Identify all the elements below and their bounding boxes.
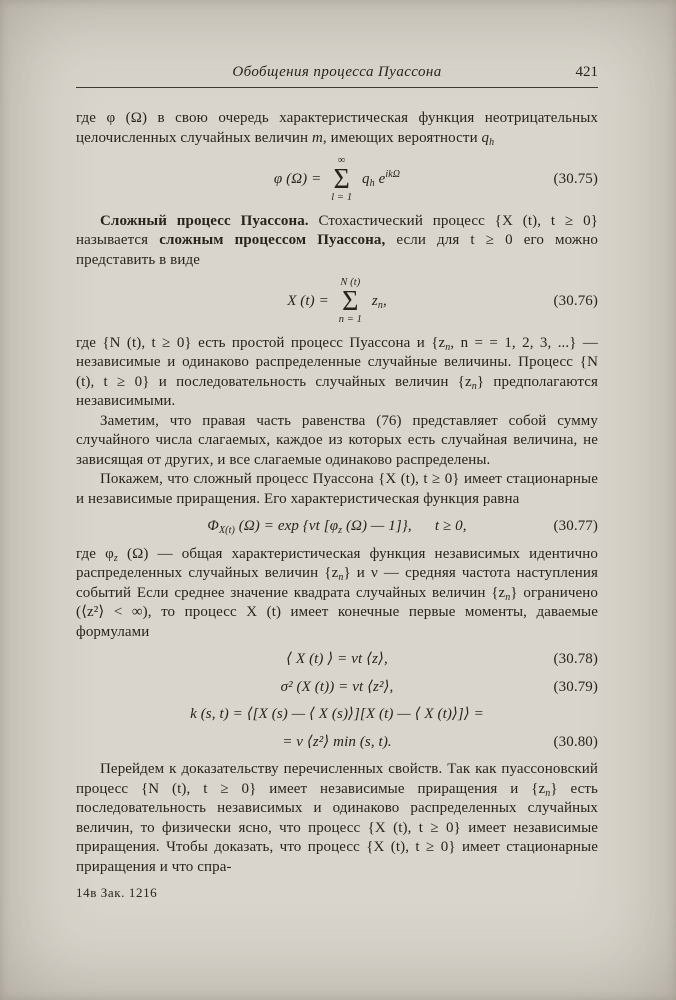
equation-body [286,650,388,670]
text-segment: } и ν — средняя частота наступления событий Если среднее значение квадрата случайных величин {z [76,565,599,601]
text-segment: t ≥ 0, [434,518,467,535]
paragraph [76,760,598,877]
page-header [76,64,598,81]
text-segment: k (s, t) = ⟨[X (s) — ⟨ X (s)⟩][X (t) — ⟨ X (t)⟩]⟩ = [190,706,484,723]
text-segment: e [374,171,386,188]
equation-row [76,278,598,326]
paragraph [76,545,598,643]
equation-row [76,650,598,670]
text-segment: , [382,293,387,310]
text-segment: сложным процессом Пуассона, [159,232,386,249]
text-segment: где φ [76,545,114,562]
sum-limit: n = 1 [338,314,363,326]
paragraph [76,470,598,509]
sum-limit: ∞ [337,155,346,166]
text-segment: (Ω) = exp {νt [φ [234,518,339,535]
equation-body [287,278,387,326]
text-segment: n [377,300,383,312]
equation-body [190,705,484,725]
page-content [76,109,598,877]
equation-body [207,517,466,537]
text-segment: ⟨ X (t) ⟩ = νt ⟨z⟩, [286,651,388,668]
text-segment: Покажем, что сложный процесс Пуассона {X (t), t ≥ 0} имеет стационарные и независимые приращения. Его характеристическая функция равна [76,471,598,507]
text-segment: X (t) = [287,293,333,310]
equation-row [76,733,598,753]
text-segment: h [369,178,375,190]
text-segment: если для t ≥ 0 его можно представить в виде [76,232,598,268]
sum-limit: N (t) [340,277,361,289]
page-number: 421 [575,64,598,80]
equation-body [282,733,392,753]
text-segment: X(t) [218,525,235,537]
text-segment: φ (Ω) = [273,171,326,188]
text-segment: } предполагаются независимыми. [76,373,598,410]
equation-number: (30.76) [553,293,598,310]
sigma-glyph: Σ [342,285,359,317]
text-segment: , n = = 1, 2, 3, ...} — независимые и одинаково распределенные случайные величины. Процесс {N (t), t ≥ 0} и последовательность случайных величин {z [76,334,598,390]
text-segment: z [113,552,118,564]
text-segment: q [481,129,490,146]
header-rule [76,87,598,88]
equation-number: (30.77) [553,518,598,535]
summation-symbol [339,278,362,326]
text-segment: Φ [207,518,219,535]
paragraph [76,334,598,412]
text-segment: = ν ⟨z²⟩ min (s, t). [282,733,392,750]
printers-mark: 14в Зак. 1216 [76,885,158,901]
running-head: Обобщения процесса Пуассона [232,64,442,80]
equation-number: (30.79) [553,678,598,695]
equation-row [76,156,598,204]
text-segment: Заметим, что правая часть равенства (76) представляет собой сумму случайного числа слагаемых, каждое из которых есть случайная величина, не зависящая от других, и все слагаемые одинаково распределены. [76,412,598,468]
text-segment: n [505,591,511,603]
text-segment: где {N (t), t ≥ 0} есть простой процесс Пуассона и {z [76,334,446,351]
text-segment: , имеющих вероятности [322,129,482,146]
text-segment: m [311,129,323,146]
text-segment: где φ (Ω) в свою очередь характеристическая функция неотрицательных целочисленных случайных величин [76,110,598,146]
summation-symbol [331,156,352,204]
equation-body [281,678,394,698]
text-segment: } ограничено (⟨z²⟩ < ∞), то процесс X (t) имеет конечные первые моменты, даваемые формулами [76,584,599,640]
equation-body [274,156,400,204]
text-segment: n [338,572,344,584]
text-segment: Перейдем к доказательству перечисленных свойств. Так как пуассоновский процесс {N (t), t ≥ 0} имеет независимые приращения и {z [76,761,598,797]
text-segment: n [471,380,477,392]
text-segment: Стохастический процесс {X (t), t ≥ 0} называется [76,212,598,249]
text-segment: n [445,341,451,353]
text-segment: } есть последовательность независимых и одинаково распределенных случайных величин, то физически ясно, что процесс {X (t), t ≥ 0} имеет независимые приращения. Чтобы доказать, что процесс {X (t), t ≥ 0} имеет стационарные приращения и что спра- [76,780,599,875]
text-segment [412,518,435,534]
equation-row [76,678,598,698]
sum-limit: l = 1 [331,192,353,204]
equation-row [76,705,598,725]
text-segment: q [358,171,370,188]
sigma-glyph: Σ [333,163,350,195]
text-segment: (Ω) — 1]}, [342,518,412,535]
text-segment: n [545,787,551,799]
paragraph [76,109,598,148]
equation-number: (30.80) [553,733,598,750]
text-segment: z [368,293,378,310]
text-segment: ikΩ [385,169,401,181]
text-segment: (Ω) — общая характеристическая функция независимых идентично распределенных случайных величин {z [76,545,598,582]
paragraph [76,412,598,471]
text-segment: σ² (X (t)) = νt ⟨z²⟩, [280,678,394,695]
equation-number: (30.78) [553,651,598,668]
equation-row [76,517,598,537]
equation-number: (30.75) [553,171,598,188]
text-segment: Сложный процесс Пуассона. [100,212,309,229]
text-segment: z [338,525,343,537]
paragraph [76,212,598,271]
text-segment: h [489,136,495,148]
